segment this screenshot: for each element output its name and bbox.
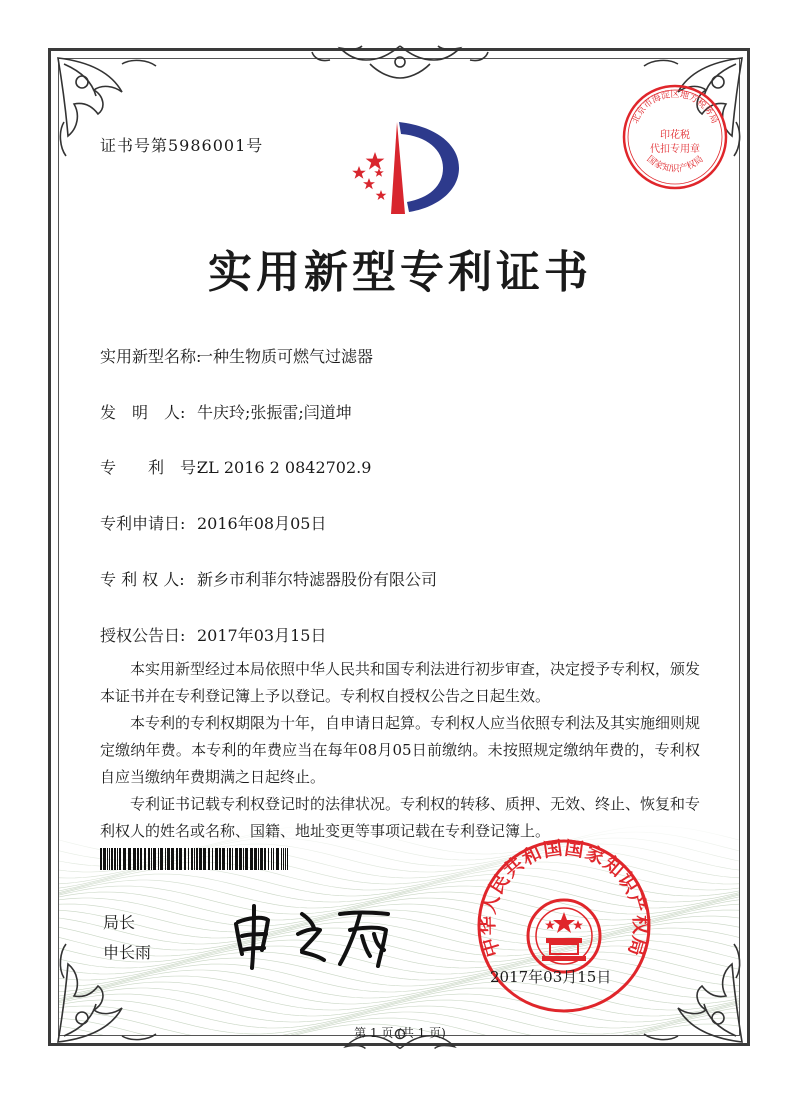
field-grant-date [100,623,326,646]
field-label: 实用新型名称: [100,347,202,366]
svg-text:中华人民共和国国家知识产权局: 中华人民共和国国家知识产权局 [476,838,652,960]
cnipa-official-seal [476,838,652,1014]
svg-text:代扣专用章: 代扣专用章 [650,144,700,155]
field-application-date [100,511,326,534]
field-value: 新乡市利菲尔特滤器股份有限公司 [197,570,438,589]
svg-text:印花税: 印花税 [660,130,690,141]
cnipa-logo [335,118,465,218]
body-paragraph: 专利证书记载专利权登记时的法律状况。专利权的转移、质押、无效、终止、恢复和专利权人的姓名或名称、国籍、地址变更等事项记载在专利登记簿上。 [100,795,701,840]
certificate-number: 证书号第5986001号 [100,136,264,155]
certificate-title: 实用新型专利证书 [208,247,592,298]
page-number: 第 1 页 (共 1 页) [354,1026,446,1040]
field-label: 专利申请日: [100,514,186,533]
field-label: 专 利 号: [100,458,202,477]
field-label: 专 利 权 人: [100,570,185,589]
field-utility-model-name [100,344,373,367]
issue-date: 2017年03月15日 [490,968,612,986]
director-signature [228,900,398,970]
field-value: 2016年08月05日 [197,514,327,533]
field-label: 发 明 人: [100,403,186,422]
director-title: 局长 [103,913,136,932]
svg-text:国家知识产权局: 国家知识产权局 [644,154,706,175]
body-paragraph: 本实用新型经过本局依照中华人民共和国专利法进行初步审查，决定授予专利权，颁发本证书并在专利登记簿上予以登记。专利权自授权公告之日起生效。 [100,660,701,705]
field-value: 2017年03月15日 [197,626,327,645]
stamp-duty-seal [620,82,730,192]
field-value: ZL 2016 2 0842702.9 [197,458,372,477]
director-name: 申长雨 [103,943,152,962]
body-paragraph: 本专利的专利权期限为十年，自申请日起算。专利权人应当依照专利法及其实施细则规定缴纳年费。本专利的年费应当在每年08月05日前缴纳。未按照规定缴纳年费的，专利权自应当缴纳年费期满之日起终止。 [100,714,701,786]
top-center-ornament [310,40,490,84]
field-patent-number [100,455,371,478]
field-patentee [100,567,437,590]
field-value: 一种生物质可燃气过滤器 [197,347,374,366]
field-inventor [100,400,352,423]
field-value: 牛庆玲;张振雷;闫道坤 [197,403,352,422]
barcode [100,848,290,870]
field-label: 授权公告日: [100,626,186,645]
national-emblem-icon [528,900,600,972]
svg-text:北京市海淀区地方税务局: 北京市海淀区地方税务局 [630,90,720,126]
certificate-body [100,656,700,845]
